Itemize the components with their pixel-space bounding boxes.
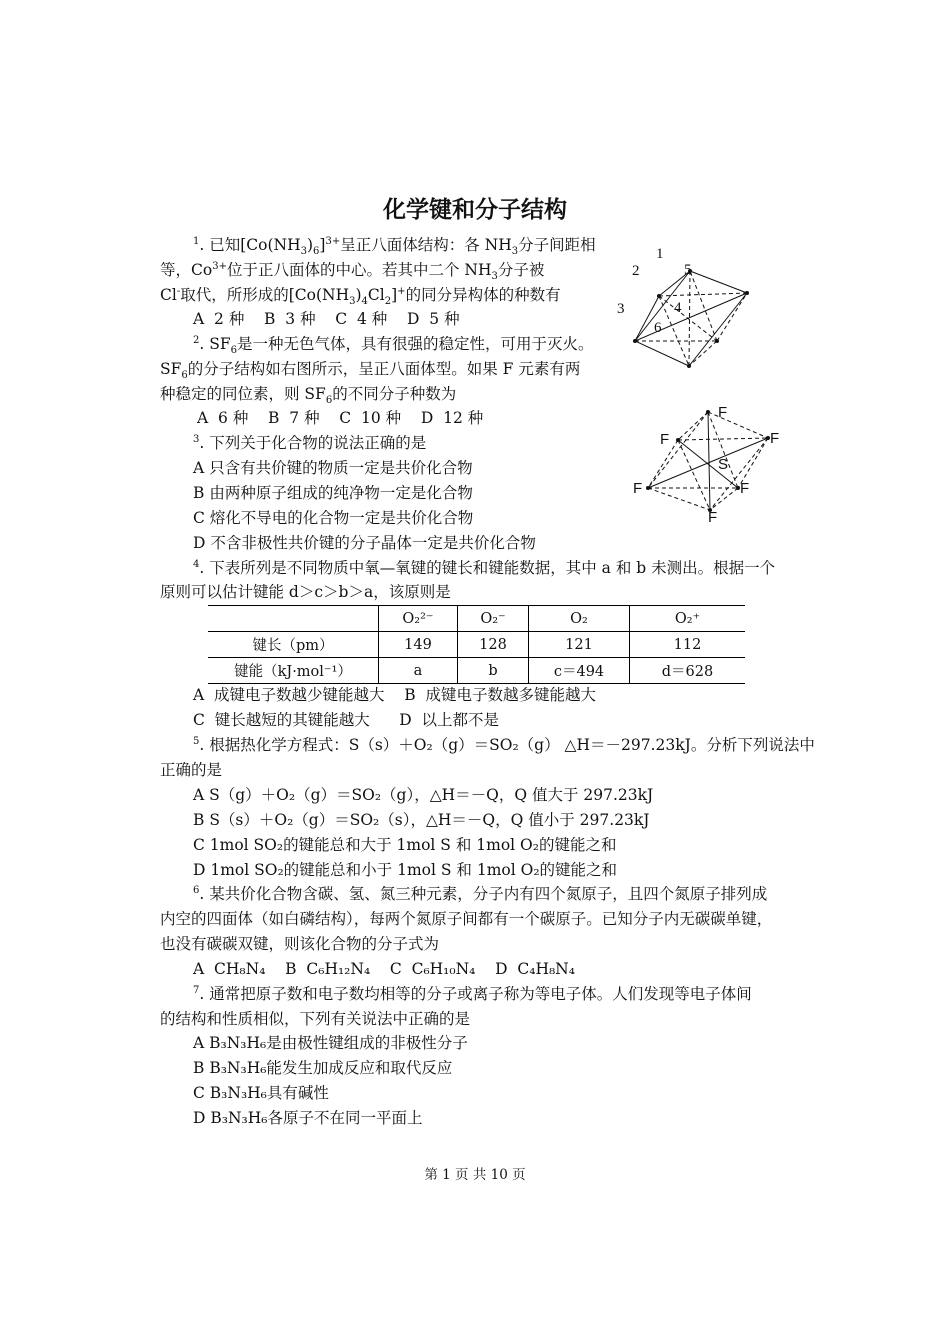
atom-label: F <box>660 431 670 448</box>
table-cell: a <box>379 658 458 684</box>
table-cell: 键能（kJ·mol⁻¹） <box>208 658 379 684</box>
q4-line2: 原则可以估计键能 d＞c＞b＞a，该原则是 <box>160 583 451 601</box>
q3-option-d: D 不含非极性共价键的分子晶体一定是共价化合物 <box>193 534 536 552</box>
q7-option-d: D B₃N₃H₆各原子不在同一平面上 <box>193 1109 423 1127</box>
q6-line2: 内空的四面体（如白磷结构），每两个氮原子间都有一个碳原子。已知分子内无碳碳单键， <box>160 910 773 928</box>
table-cell: c＝494 <box>529 658 630 684</box>
q6-line3: 也没有碳碳双键，则该化合物的分子式为 <box>160 935 440 953</box>
octahedron-edges <box>635 271 747 366</box>
q5-line2: 正确的是 <box>160 761 223 779</box>
table-cell: b <box>458 658 529 684</box>
table-cell: O₂⁺ <box>630 606 746 632</box>
q7-option-a: A B₃N₃H₆是由极性键组成的非极性分子 <box>193 1034 468 1052</box>
table-row <box>208 632 745 658</box>
q7-line2: 的结构和性质相似，下列有关说法中正确的是 <box>160 1010 471 1028</box>
q1-line2: 等，$Co^{3+}$位于正八面体的中心。若其中二个 $NH_3$分子被 <box>160 260 545 283</box>
table-cell: O₂ <box>529 606 630 632</box>
q4-options-ab: A 成键电子数越少键能越大 B 成键电子数越多键能越大 <box>193 686 597 704</box>
vertex-label: 5 <box>684 262 692 278</box>
page-footer: 第 1 页 共 10 页 <box>424 1167 526 1183</box>
table-cell: 149 <box>379 632 458 658</box>
vertex-label: 2 <box>632 263 640 279</box>
sf6-figure <box>628 400 788 525</box>
q2-line2: $SF_6$的分子结构如右图所示，呈正八面体型。如果 F 元素有两 <box>160 360 581 382</box>
vertex-label: 3 <box>617 301 625 317</box>
table-header-row <box>208 606 745 632</box>
q3-stem: $^3$. 下列关于化合物的说法正确的是 <box>193 433 427 452</box>
atom-label: F <box>718 404 728 421</box>
q3-option-c: C 熔化不导电的化合物一定是共价化合物 <box>193 509 474 527</box>
q1-line3: Cl-取代，所形成的$[Co(NH_3)_4Cl_2]^+$的同分异构体的种数有 <box>160 285 561 308</box>
table-cell: 键长（pm） <box>208 632 379 658</box>
atom-label: S <box>718 456 729 473</box>
q5-option-c: C 1mol SO₂的键能总和大于 1mol S 和 1mol O₂的键能之和 <box>193 836 617 854</box>
q5-line1: $^5$. 根据热化学方程式：S（s）＋O₂（g）＝SO₂（g） △H＝－297.23kJ。分析下列说法中 <box>193 735 815 754</box>
vertex-label: 6 <box>654 320 662 336</box>
sf6-edges <box>648 412 768 510</box>
q4-options-cd: C 键长越短的其键能越大 D 以上都不是 <box>193 711 500 729</box>
table-cell: 121 <box>529 632 630 658</box>
table-cell: 128 <box>458 632 529 658</box>
q1-options: A 2 种 B 3 种 C 4 种 D 5 种 <box>193 310 460 328</box>
q1-line1: $^1$. 已知$[Co(NH_3)_6]^{3+}$呈正八面体结构：各 $NH_3$分子间距相 <box>193 235 596 258</box>
vertex-label: 4 <box>674 300 682 316</box>
q2-line1: $^2$. $SF_6$是一种无色气体，具有很强的稳定性，可用于灭火。 <box>193 334 594 357</box>
page-title: 化学键和分子结构 <box>383 197 567 223</box>
q5-option-a: A S（g）＋O₂（g）＝SO₂（g），△H＝－Q，Q 值大于 297.23kJ <box>193 786 654 804</box>
q7-option-c: C B₃N₃H₆具有碱性 <box>193 1084 329 1102</box>
q2-options: A 6 种 B 7 种 C 10 种 D 12 种 <box>197 409 484 427</box>
atom-label: F <box>770 430 780 447</box>
atom-label: F <box>740 480 750 497</box>
q4-line1: $^4$. 下表所列是不同物质中氧—氧键的键长和键能数据，其中 a 和 b 未测出。根据一个 <box>193 558 776 577</box>
q7-option-b: B B₃N₃H₆能发生加成反应和取代反应 <box>193 1059 453 1077</box>
atom-label: F <box>633 480 643 497</box>
q7-line1: $^7$. 通常把原子数和电子数均相等的分子或离子称为等电子体。人们发现等电子体间 <box>193 984 752 1003</box>
bond-data-table <box>208 605 745 684</box>
q5-option-b: B S（s）＋O₂（g）＝SO₂（s），△H＝－Q，Q 值小于 297.23kJ <box>193 811 650 829</box>
vertex-label: 1 <box>656 246 664 262</box>
q3-option-b: B 由两种原子组成的纯净物一定是化合物 <box>193 484 473 502</box>
q6-line1: $^6$. 某共价化合物含碳、氢、氮三种元素，分子内有四个氮原子，且四个氮原子排列成 <box>193 884 768 903</box>
table-cell: d＝628 <box>630 658 746 684</box>
table-row <box>208 658 745 684</box>
table-cell: 112 <box>630 632 746 658</box>
table-cell: O₂⁻ <box>458 606 529 632</box>
q6-options: A CH₈N₄ B C₆H₁₂N₄ C C₆H₁₀N₄ D C₄H₈N₄ <box>193 960 575 978</box>
table-cell <box>208 606 379 632</box>
q3-option-a: A 只含有共价键的物质一定是共价化合物 <box>193 459 473 477</box>
octahedron-figure <box>612 238 762 373</box>
atom-label: F <box>708 509 718 525</box>
table-cell: O₂²⁻ <box>379 606 458 632</box>
q2-line3: 种稳定的同位素，则 $SF_6$的不同分子种数为 <box>160 385 457 407</box>
q5-option-d: D 1mol SO₂的键能总和小于 1mol S 和 1mol O₂的键能之和 <box>193 861 618 879</box>
